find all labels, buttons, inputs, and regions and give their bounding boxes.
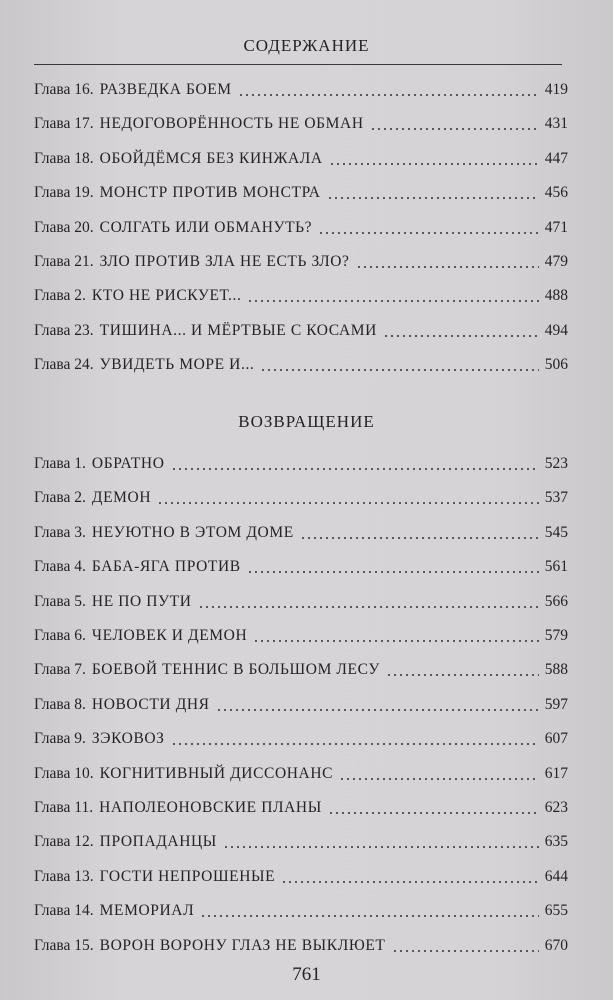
chapter-title: ДЕМОН	[91, 489, 152, 507]
toc-entry	[34, 110, 568, 134]
header-rule	[34, 64, 562, 65]
chapter-number: Глава 2.	[34, 489, 86, 507]
toc-entry	[34, 351, 568, 375]
chapter-title: ВОРОН ВОРОНУ ГЛАЗ НЕ ВЫКЛЮЕТ	[99, 936, 386, 954]
dot-leader	[200, 915, 539, 917]
dot-leader	[281, 881, 539, 883]
toc-entry	[34, 179, 568, 203]
page-ref: 506	[544, 356, 568, 374]
toc-entry	[34, 897, 568, 921]
dot-leader	[216, 709, 539, 711]
chapter-number: Глава 4.	[34, 558, 86, 576]
toc-entry	[34, 794, 568, 818]
dot-leader	[392, 950, 539, 952]
chapter-title: СОЛГАТЬ ИЛИ ОБМАНУТЬ?	[99, 218, 313, 236]
dot-leader	[300, 537, 539, 539]
page-ref: 419	[544, 81, 568, 98]
chapter-title: КОГНИТИВНЫЙ ДИССОНАНС	[99, 764, 334, 782]
toc-entry	[34, 553, 568, 577]
toc-entry	[34, 656, 568, 680]
chapter-number: Глава 19.	[34, 184, 94, 202]
page-ref: 537	[544, 489, 568, 507]
toc-entry	[34, 760, 568, 784]
chapter-number: Глава 20.	[34, 218, 94, 236]
chapter-title: КТО НЕ РИСКУЕТ...	[91, 287, 242, 305]
chapter-number: Глава 15.	[34, 936, 94, 954]
page-ref: 670	[544, 936, 568, 954]
page-number: 761	[292, 964, 321, 985]
chapter-number: Глава 5.	[34, 592, 86, 610]
chapter-title: РАЗВЕДКА БОЕМ	[99, 81, 232, 98]
chapter-number: Глава 3.	[34, 523, 86, 541]
chapter-number: Глава 14.	[34, 902, 94, 920]
dot-leader	[157, 502, 539, 504]
toc-entry	[34, 725, 568, 749]
dot-leader	[171, 468, 539, 470]
chapter-number: Глава 24.	[34, 356, 94, 374]
toc-entry	[34, 863, 568, 887]
page-ref: 644	[544, 867, 568, 885]
toc-entry	[34, 248, 568, 272]
chapter-number: Глава 12.	[34, 833, 94, 851]
chapter-number: Глава 2.	[34, 287, 86, 305]
dot-leader	[370, 128, 539, 130]
page-ref: 471	[544, 218, 568, 236]
chapter-title: БАБА-ЯГА ПРОТИВ	[91, 558, 241, 576]
chapter-number: Глава 9.	[34, 730, 86, 748]
toc-entry	[34, 588, 568, 612]
dot-leader	[356, 266, 539, 268]
page-ref: 545	[544, 523, 568, 541]
chapter-number: Глава 10.	[34, 764, 94, 782]
dot-leader	[339, 778, 539, 780]
chapter-title: БОЕВОЙ ТЕННИС В БОЛЬШОМ ЛЕСУ	[91, 661, 380, 679]
chapter-title: ПРОПАДАНЦЫ	[99, 833, 217, 851]
toc-entry	[34, 691, 568, 715]
dot-leader	[386, 674, 539, 676]
page-ref: 607	[544, 730, 568, 748]
chapter-number: Глава 21.	[34, 253, 94, 270]
chapter-title: ЗЛО ПРОТИВ ЗЛА НЕ ЕСТЬ ЗЛО?	[99, 253, 350, 270]
dot-leader	[247, 571, 539, 573]
page-ref: 523	[544, 455, 568, 472]
toc-entry	[34, 145, 568, 169]
chapter-title: ЧЕЛОВЕК И ДЕМОН	[91, 627, 248, 644]
page-ref: 623	[544, 799, 568, 816]
dot-leader	[329, 163, 539, 165]
section-title: ВОЗВРАЩЕНИЕ	[238, 412, 375, 431]
chapter-number: Глава 7.	[34, 661, 86, 679]
toc-entry	[34, 76, 568, 100]
page-ref: 566	[544, 592, 568, 610]
dot-leader	[198, 606, 539, 608]
toc-entry	[34, 282, 568, 306]
page-ref: 447	[544, 149, 568, 167]
toc-entry	[34, 317, 568, 341]
chapter-number: Глава 17.	[34, 115, 94, 133]
toc-entry	[34, 828, 568, 852]
chapter-title: МОНСТР ПРОТИВ МОНСТРА	[99, 184, 321, 202]
chapter-number: Глава 1.	[34, 455, 86, 472]
chapter-title: НАПОЛЕОНОВСКИЕ ПЛАНЫ	[99, 799, 322, 816]
chapter-number: Глава 8.	[34, 695, 86, 713]
chapter-title: ОБОЙДЁМСЯ БЕЗ КИНЖАЛА	[99, 149, 323, 167]
page-ref: 561	[544, 558, 568, 576]
dot-leader	[253, 640, 539, 642]
toc-entry	[34, 932, 568, 956]
chapter-title: МЕМОРИАЛ	[99, 902, 195, 920]
dot-leader	[171, 743, 539, 745]
chapter-number: Глава 13.	[34, 867, 94, 885]
toc-entry	[34, 622, 568, 646]
dot-leader	[327, 197, 539, 199]
chapter-number: Глава 6.	[34, 627, 86, 644]
page-ref: 597	[544, 695, 568, 713]
chapter-title: НЕУЮТНО В ЭТОМ ДОМЕ	[91, 523, 294, 541]
page-ref: 635	[544, 833, 568, 851]
dot-leader	[318, 232, 539, 234]
page-ref: 479	[544, 253, 568, 270]
toc-entry	[34, 450, 568, 474]
chapter-title: НОВОСТИ ДНЯ	[91, 695, 210, 713]
page-ref: 431	[544, 115, 568, 133]
chapter-title: НЕ ПО ПУТИ	[91, 592, 192, 610]
chapter-title: ЗЭКОВОЗ	[91, 730, 165, 748]
chapter-title: УВИДЕТЬ МОРЕ И...	[99, 356, 255, 374]
chapter-title: ОБРАТНО	[91, 455, 165, 472]
chapter-number: Глава 11.	[34, 799, 94, 816]
running-header: СОДЕРЖАНИЕ	[243, 36, 370, 55]
page-ref: 588	[544, 661, 568, 679]
dot-leader	[328, 812, 539, 814]
chapter-title: ГОСТИ НЕПРОШЕНЫЕ	[99, 867, 276, 885]
chapter-number: Глава 18.	[34, 149, 94, 167]
page-ref: 655	[544, 902, 568, 920]
dot-leader	[383, 335, 539, 337]
dot-leader	[238, 94, 539, 96]
toc-entry	[34, 484, 568, 508]
dot-leader	[247, 300, 538, 302]
chapter-number: Глава 16.	[34, 81, 94, 98]
page-ref: 488	[544, 287, 568, 305]
page-ref: 617	[544, 764, 568, 782]
chapter-title: НЕДОГОВОРЁННОСТЬ НЕ ОБМАН	[99, 115, 364, 133]
toc-entry	[34, 519, 568, 543]
chapter-number: Глава 23.	[34, 321, 94, 339]
chapter-title: ТИШИНА... И МЁРТВЫЕ С КОСАМИ	[99, 321, 377, 339]
toc-entry	[34, 214, 568, 238]
page-ref: 579	[544, 627, 568, 644]
page-ref: 494	[544, 321, 568, 339]
page-ref: 456	[544, 184, 568, 202]
dot-leader	[260, 369, 538, 371]
dot-leader	[223, 846, 539, 848]
